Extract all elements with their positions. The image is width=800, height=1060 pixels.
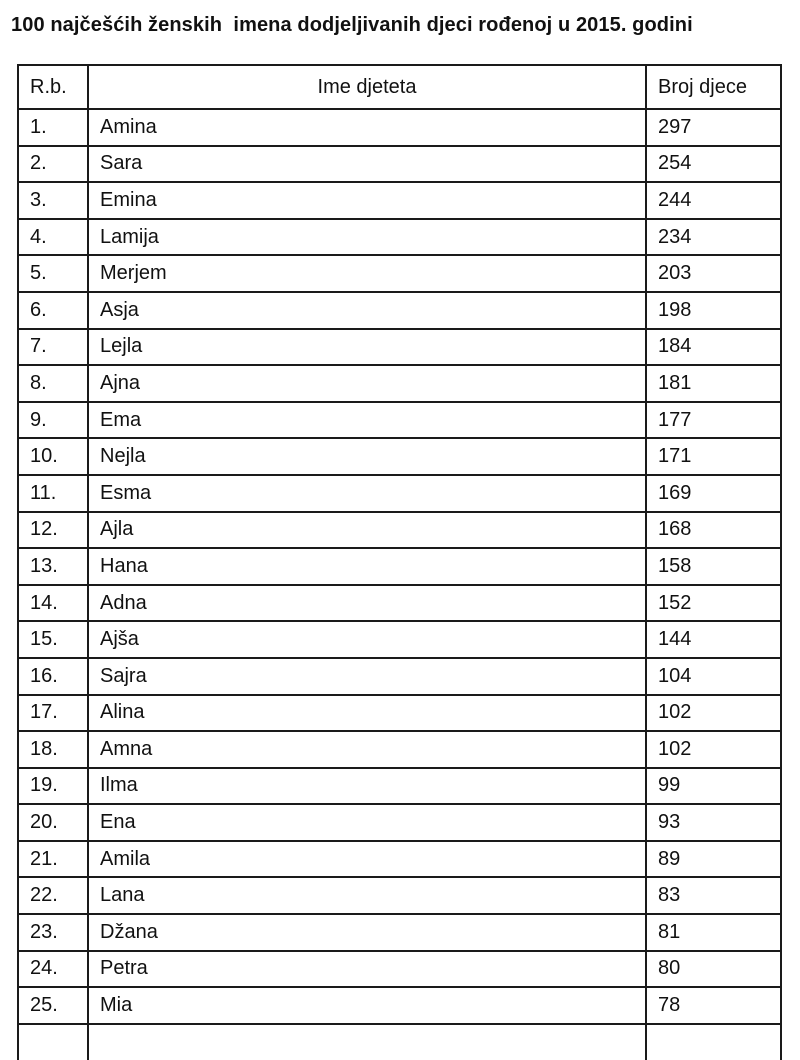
- names-table-container: [17, 64, 780, 1060]
- cell-name: Lejla: [88, 329, 646, 366]
- cell-rank: 21.: [18, 841, 88, 878]
- table-row: [18, 987, 781, 1024]
- cell-count: 99: [646, 768, 781, 805]
- cell-name: Lamija: [88, 219, 646, 256]
- table-row: [18, 695, 781, 732]
- cell-count: 89: [646, 841, 781, 878]
- cell-rank: 20.: [18, 804, 88, 841]
- table-row-cutoff: [18, 1024, 781, 1060]
- table-row: [18, 255, 781, 292]
- cutoff-cell: [646, 1024, 781, 1060]
- table-row: [18, 109, 781, 146]
- cell-rank: 22.: [18, 877, 88, 914]
- cell-rank: 15.: [18, 621, 88, 658]
- cell-count: 81: [646, 914, 781, 951]
- table-row: [18, 292, 781, 329]
- cell-name: Ajna: [88, 365, 646, 402]
- cell-count: 83: [646, 877, 781, 914]
- table-row: [18, 658, 781, 695]
- cell-rank: 12.: [18, 512, 88, 549]
- cell-rank: 2.: [18, 146, 88, 183]
- cell-count: 171: [646, 438, 781, 475]
- cell-rank: 11.: [18, 475, 88, 512]
- cell-name: Ena: [88, 804, 646, 841]
- cell-name: Esma: [88, 475, 646, 512]
- header-count: Broj djece: [646, 65, 781, 109]
- cell-name: Petra: [88, 951, 646, 988]
- header-rank: R.b.: [18, 65, 88, 109]
- cell-name: Merjem: [88, 255, 646, 292]
- cell-name: Asja: [88, 292, 646, 329]
- table-row: [18, 182, 781, 219]
- cell-rank: 25.: [18, 987, 88, 1024]
- cell-count: 78: [646, 987, 781, 1024]
- table-row: [18, 146, 781, 183]
- cell-name: Hana: [88, 548, 646, 585]
- cell-rank: 7.: [18, 329, 88, 366]
- table-row: [18, 731, 781, 768]
- cell-name: Mia: [88, 987, 646, 1024]
- cell-count: 158: [646, 548, 781, 585]
- cell-rank: 13.: [18, 548, 88, 585]
- table-row: [18, 914, 781, 951]
- cell-count: 198: [646, 292, 781, 329]
- cell-rank: 17.: [18, 695, 88, 732]
- page-title: 100 najčešćih ženskih imena dodjeljivanih djeci rođenoj u 2015. godini: [11, 14, 693, 36]
- cell-rank: 3.: [18, 182, 88, 219]
- table-row: [18, 219, 781, 256]
- cutoff-cell: [18, 1024, 88, 1060]
- cell-count: 169: [646, 475, 781, 512]
- cell-count: 168: [646, 512, 781, 549]
- table-row: [18, 585, 781, 622]
- cell-name: Amna: [88, 731, 646, 768]
- cell-count: 102: [646, 695, 781, 732]
- cell-count: 144: [646, 621, 781, 658]
- cutoff-cell: [88, 1024, 646, 1060]
- cell-count: 297: [646, 109, 781, 146]
- cell-count: 254: [646, 146, 781, 183]
- cell-name: Lana: [88, 877, 646, 914]
- cell-count: 234: [646, 219, 781, 256]
- cell-name: Sajra: [88, 658, 646, 695]
- names-table: [17, 64, 782, 1060]
- table-row: [18, 438, 781, 475]
- cell-name: Nejla: [88, 438, 646, 475]
- table-row: [18, 768, 781, 805]
- cell-name: Ajša: [88, 621, 646, 658]
- cell-count: 184: [646, 329, 781, 366]
- cell-count: 152: [646, 585, 781, 622]
- cell-rank: 23.: [18, 914, 88, 951]
- cell-count: 203: [646, 255, 781, 292]
- table-row: [18, 402, 781, 439]
- cell-rank: 5.: [18, 255, 88, 292]
- cell-count: 104: [646, 658, 781, 695]
- cell-count: 93: [646, 804, 781, 841]
- cell-rank: 18.: [18, 731, 88, 768]
- header-row: [18, 65, 781, 109]
- cell-rank: 4.: [18, 219, 88, 256]
- cell-rank: 9.: [18, 402, 88, 439]
- cell-name: Ajla: [88, 512, 646, 549]
- cell-rank: 19.: [18, 768, 88, 805]
- cell-rank: 1.: [18, 109, 88, 146]
- cell-rank: 14.: [18, 585, 88, 622]
- cell-count: 177: [646, 402, 781, 439]
- table-row: [18, 365, 781, 402]
- cell-rank: 16.: [18, 658, 88, 695]
- table-header: [18, 65, 781, 109]
- header-name: Ime djeteta: [88, 65, 646, 109]
- cell-name: Emina: [88, 182, 646, 219]
- cell-name: Ema: [88, 402, 646, 439]
- cell-rank: 10.: [18, 438, 88, 475]
- cell-count: 181: [646, 365, 781, 402]
- cell-name: Ilma: [88, 768, 646, 805]
- table-row: [18, 329, 781, 366]
- table-row: [18, 951, 781, 988]
- table-row: [18, 621, 781, 658]
- table-row: [18, 548, 781, 585]
- cell-rank: 8.: [18, 365, 88, 402]
- cell-name: Džana: [88, 914, 646, 951]
- table-row: [18, 841, 781, 878]
- cell-name: Amina: [88, 109, 646, 146]
- cell-count: 244: [646, 182, 781, 219]
- table-row: [18, 877, 781, 914]
- cell-name: Sara: [88, 146, 646, 183]
- cell-rank: 6.: [18, 292, 88, 329]
- cell-name: Amila: [88, 841, 646, 878]
- table-row: [18, 804, 781, 841]
- cell-count: 102: [646, 731, 781, 768]
- cell-name: Alina: [88, 695, 646, 732]
- cell-rank: 24.: [18, 951, 88, 988]
- cell-name: Adna: [88, 585, 646, 622]
- cell-count: 80: [646, 951, 781, 988]
- table-row: [18, 475, 781, 512]
- table-body: [18, 109, 781, 1060]
- table-row: [18, 512, 781, 549]
